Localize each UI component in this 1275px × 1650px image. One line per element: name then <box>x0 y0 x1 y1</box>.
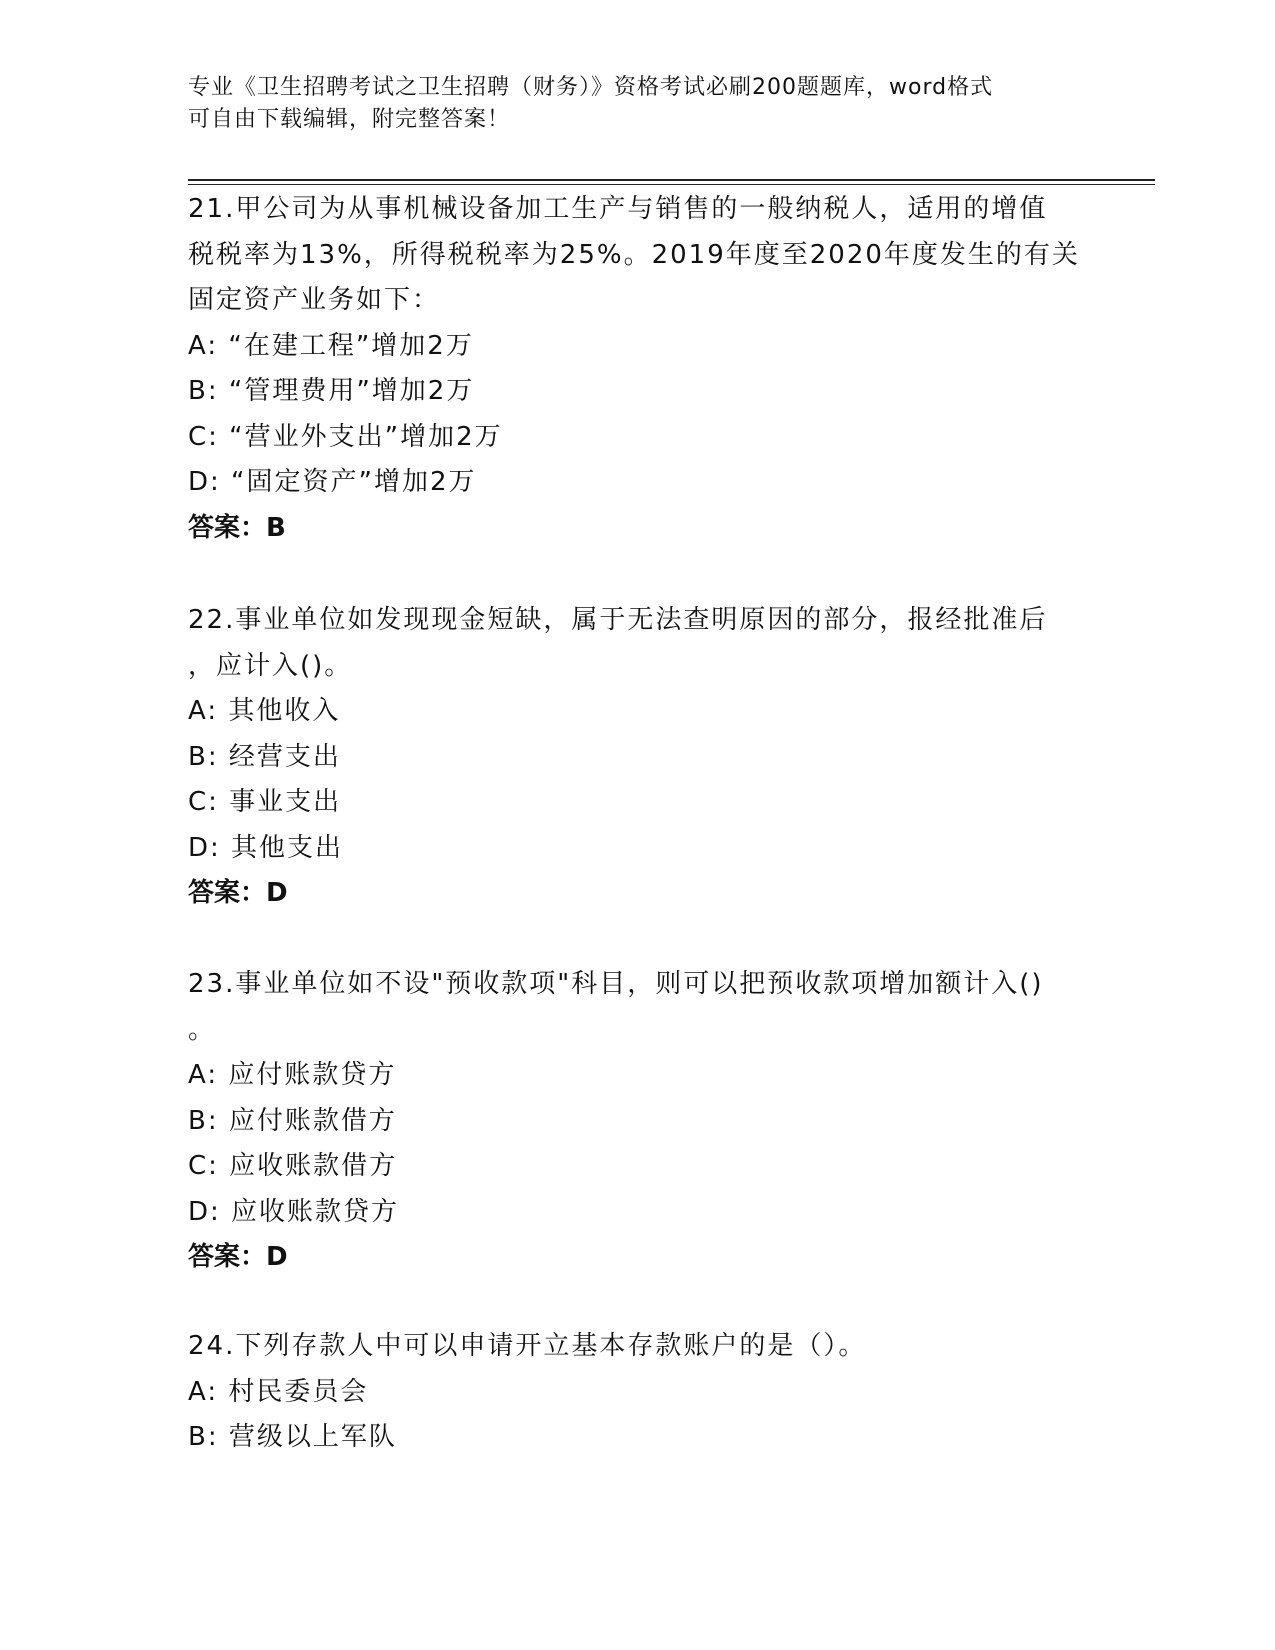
header-line-1: 专业《卫生招聘考试之卫生招聘（财务）》资格考试必刷200题题库，word格式 <box>188 75 994 100</box>
option-c: C: 事业支出 <box>188 787 342 817</box>
question-23 <box>188 962 1088 1281</box>
question-text-line: 22.事业单位如发现现金短缺，属于无法查明原因的部分，报经批准后 <box>188 605 1048 635</box>
option-a: A: 其他收入 <box>188 696 341 726</box>
question-text-line: 21.甲公司为从事机械设备加工生产与销售的一般纳税人，适用的增值 <box>188 194 1048 224</box>
option-a: A: “在建工程”增加2万 <box>188 330 474 361</box>
question-text-line: 23.事业单位如不设"预收款项"科目，则可以把预收款项增加额计入() <box>188 969 1044 999</box>
question-text-line: 固定资产业务如下： <box>188 285 441 315</box>
question-text-line: 税税率为13%，所得税税率为25%。2019年度至2020年度发生的有关 <box>188 239 1080 270</box>
option-d: D: “固定资产”增加2万 <box>188 467 477 497</box>
question-22 <box>188 598 1088 917</box>
option-a: A: 村民委员会 <box>188 1376 369 1407</box>
document-header <box>188 72 1068 136</box>
option-b: B: 经营支出 <box>188 741 341 772</box>
option-d: D: 应收账款贷方 <box>188 1196 400 1227</box>
header-divider-thick <box>188 179 1155 181</box>
option-d: D: 其他支出 <box>188 832 344 863</box>
option-c: C: “营业外支出”增加2万 <box>188 421 503 452</box>
question-24 <box>188 1324 1088 1461</box>
option-a: A: 应付账款贷方 <box>188 1060 397 1090</box>
question-21 <box>188 187 1088 551</box>
answer-label: 答案：D <box>188 878 288 908</box>
answer-label: 答案：B <box>188 512 286 543</box>
question-text-line: ，应计入()。 <box>188 650 353 681</box>
header-divider-thin <box>188 184 1155 185</box>
question-text-line: 24.下列存款人中可以申请开立基本存款账户的是（）。 <box>188 1331 867 1361</box>
answer-label: 答案：D <box>188 1242 288 1272</box>
option-b: B: 营级以上军队 <box>188 1422 397 1452</box>
option-b: B: 应付账款借方 <box>188 1105 397 1136</box>
header-line-2: 可自由下载编辑，附完整答案！ <box>188 107 511 132</box>
question-text-line: 。 <box>188 1014 217 1045</box>
option-b: B: “管理费用”增加2万 <box>188 376 475 406</box>
option-c: C: 应收账款借方 <box>188 1151 398 1181</box>
